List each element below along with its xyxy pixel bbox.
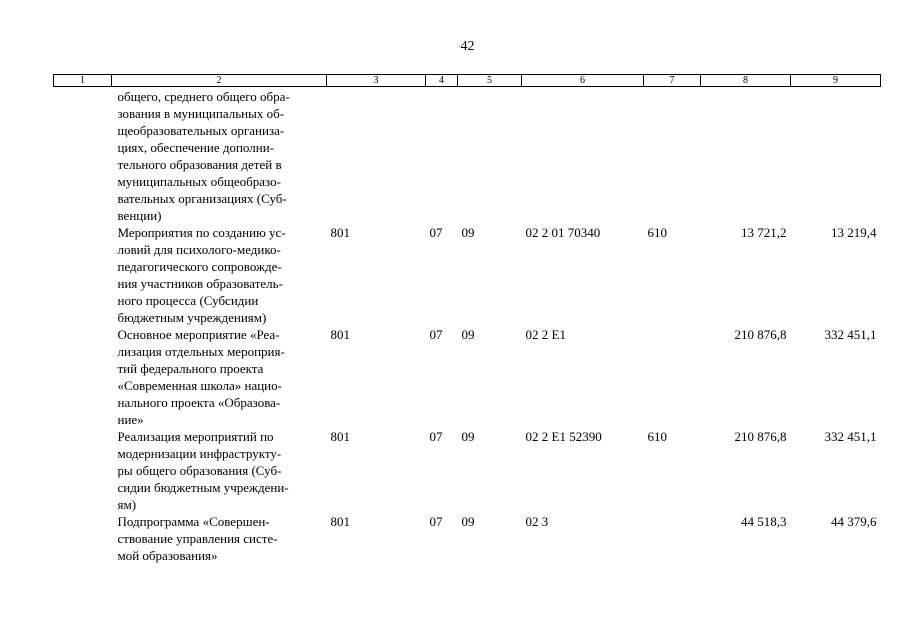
row-csr: 02 2 E1 52390 [525, 429, 602, 444]
empty-cell [54, 428, 112, 513]
row-pr: 09 [461, 514, 475, 529]
row-vr: 610 [647, 429, 667, 444]
column-number-header [54, 75, 881, 87]
empty-cell [54, 87, 112, 225]
row-sum2: 44 379,6 [831, 514, 877, 529]
column-header-6: 6 [522, 75, 644, 87]
row-vr [644, 513, 701, 564]
row-name: Мероприятия по созданию ус- ловий для психолого-медико- педагогического сопровожде- ния участников образователь- ного процесса (Субсидии бюджетным учреждениям) [117, 225, 286, 325]
table-row [54, 428, 881, 513]
row-pr [458, 87, 522, 225]
row-ved: 801 [330, 225, 350, 240]
row-name: общего, среднего общего обра- зования в муниципальных об- щеобразовательных организа- циях, обеспечение дополни- тельного образования детей в муниципальных общеобразо- вательных организациях (Суб- венции) [117, 89, 290, 223]
row-pr: 09 [461, 429, 475, 444]
row-pr: 09 [461, 225, 475, 240]
table-row [54, 326, 881, 428]
row-sum2: 332 451,1 [824, 429, 877, 444]
row-sum1 [701, 87, 791, 225]
row-name: Подпрограмма «Совершен- ствование управления систе- мой образования» [117, 514, 278, 563]
column-header-2: 2 [112, 75, 327, 87]
column-header-3: 3 [327, 75, 426, 87]
row-csr: 02 2 E1 [525, 327, 566, 342]
column-header-9: 9 [791, 75, 881, 87]
row-csr: 02 3 [525, 514, 549, 529]
empty-cell [54, 326, 112, 428]
empty-cell [54, 513, 112, 564]
row-rz: 07 [429, 327, 443, 342]
row-sum1: 210 876,8 [734, 327, 787, 342]
row-ved: 801 [330, 327, 350, 342]
table-row [54, 87, 881, 225]
row-vr [644, 87, 701, 225]
row-rz: 07 [429, 225, 443, 240]
row-sum2: 332 451,1 [824, 327, 877, 342]
row-ved [327, 87, 426, 225]
row-vr: 610 [647, 225, 667, 240]
table-row [54, 224, 881, 326]
page-number: 42 [460, 39, 475, 54]
column-header-7: 7 [644, 75, 701, 87]
row-rz [426, 87, 458, 225]
budget-table [53, 74, 881, 564]
row-sum2 [791, 87, 881, 225]
row-ved: 801 [330, 514, 350, 529]
row-sum2: 13 219,4 [831, 225, 877, 240]
row-vr [644, 326, 701, 428]
table-row [54, 513, 881, 564]
row-pr: 09 [461, 327, 475, 342]
column-header-8: 8 [701, 75, 791, 87]
empty-cell [54, 224, 112, 326]
column-header-4: 4 [426, 75, 458, 87]
row-csr [522, 87, 644, 225]
row-sum1: 13 721,2 [741, 225, 787, 240]
row-name: Основное мероприятие «Реа- лизация отдельных мероприя- тий федерального проекта «Современная школа» нацио- нального проекта «Образова- ние» [117, 327, 285, 427]
row-rz: 07 [429, 429, 443, 444]
row-csr: 02 2 01 70340 [525, 225, 601, 240]
row-sum1: 44 518,3 [741, 514, 787, 529]
row-ved: 801 [330, 429, 350, 444]
column-header-1: 1 [54, 75, 112, 87]
row-sum1: 210 876,8 [734, 429, 787, 444]
row-name: Реализация мероприятий по модернизации инфраструкту- ры общего образования (Суб- сидии бюджетным учреждени- ям) [117, 429, 289, 512]
row-rz: 07 [429, 514, 443, 529]
column-header-5: 5 [458, 75, 522, 87]
